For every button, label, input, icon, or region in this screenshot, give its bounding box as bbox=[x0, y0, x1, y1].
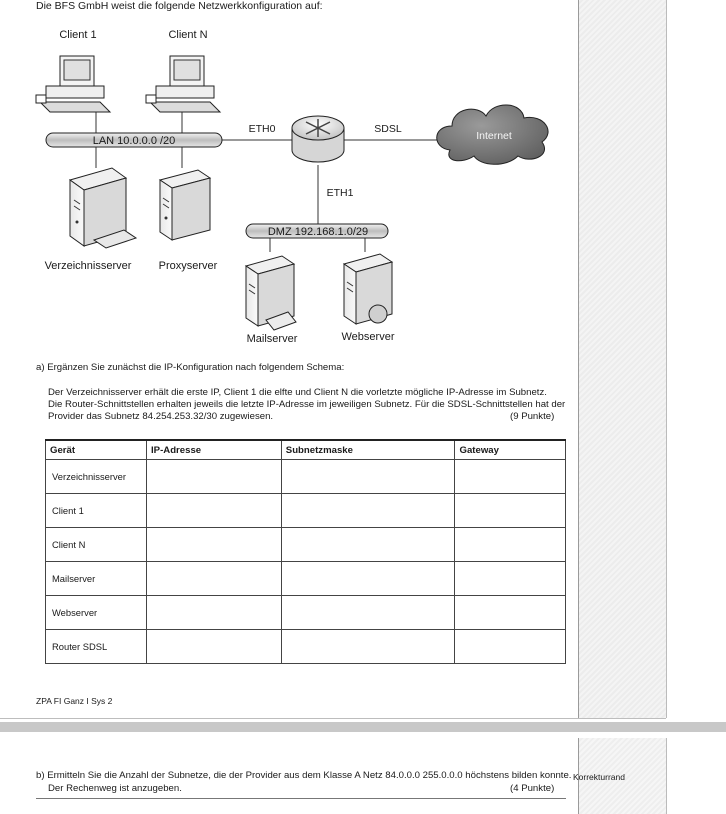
router-icon bbox=[292, 116, 344, 162]
question-a-title: a) Ergänzen Sie zunächst die IP-Konfiguration nach folgendem Schema: bbox=[36, 362, 345, 373]
clientN-computer-icon bbox=[146, 56, 220, 112]
ip-cell[interactable] bbox=[147, 494, 282, 528]
ip-cell[interactable] bbox=[147, 460, 282, 494]
row-device: Mailserver bbox=[46, 562, 147, 596]
table-row bbox=[46, 562, 566, 596]
mask-cell[interactable] bbox=[281, 460, 455, 494]
webserver-icon bbox=[344, 254, 392, 324]
ip-cell[interactable] bbox=[147, 630, 282, 664]
gateway-cell[interactable] bbox=[455, 630, 566, 664]
gateway-cell[interactable] bbox=[455, 528, 566, 562]
mask-cell[interactable] bbox=[281, 630, 455, 664]
proxyserver-label: Proxyserver bbox=[158, 260, 218, 272]
eth1-label: ETH1 bbox=[326, 187, 354, 199]
row-device: Router SDSL bbox=[46, 630, 147, 664]
gateway-cell[interactable] bbox=[455, 494, 566, 528]
verzeichnisserver-label: Verzeichnisserver bbox=[44, 260, 132, 272]
page-footer: ZPA FI Ganz I Sys 2 bbox=[36, 696, 113, 706]
table-row bbox=[46, 528, 566, 562]
sdsl-label: SDSL bbox=[374, 123, 402, 135]
page-gap bbox=[0, 722, 726, 732]
question-a-line3: Provider das Subnetz 84.254.253.32/30 zugewiesen. bbox=[48, 411, 274, 422]
margin-divider bbox=[578, 0, 579, 718]
mask-cell[interactable] bbox=[281, 596, 455, 630]
ip-cell[interactable] bbox=[147, 562, 282, 596]
question-b-rule bbox=[36, 798, 566, 799]
gateway-cell[interactable] bbox=[455, 460, 566, 494]
question-a-line1: Der Verzeichnisserver erhält die erste IP, Client 1 die elfte und Client N die vorletzte mögliche IP-Adresse im Subnetz. bbox=[48, 387, 547, 398]
header-geraet: Gerät bbox=[46, 440, 147, 460]
row-device: Webserver bbox=[46, 596, 147, 630]
proxyserver-icon bbox=[160, 170, 210, 240]
korrekturrand-label: Korrekturrand bbox=[573, 772, 625, 782]
header-gateway: Gateway bbox=[455, 440, 566, 460]
mailserver-label: Mailserver bbox=[246, 333, 298, 345]
table-row bbox=[46, 460, 566, 494]
mailserver-icon bbox=[246, 256, 296, 330]
gateway-cell[interactable] bbox=[455, 596, 566, 630]
table-row bbox=[46, 630, 566, 664]
client1-label: Client 1 bbox=[59, 29, 97, 41]
lan-label: LAN 10.0.0.0 /20 bbox=[92, 135, 176, 147]
page-bottom-edge bbox=[0, 718, 666, 719]
webserver-label: Webserver bbox=[341, 331, 395, 343]
header-ip-adresse: IP-Adresse bbox=[147, 440, 282, 460]
eth0-label: ETH0 bbox=[248, 123, 276, 135]
intro-text: Die BFS GmbH weist die folgende Netzwerkkonfiguration auf: bbox=[36, 0, 323, 12]
page-edge-bottom bbox=[666, 738, 667, 814]
row-device: Client 1 bbox=[46, 494, 147, 528]
row-device: Verzeichnisserver bbox=[46, 460, 147, 494]
question-b-line1: b) Ermitteln Sie die Anzahl der Subnetze, die der Provider aus dem Klasse A Netz 84.0.0.0 255.0.0.0 höchstens bilden konnte. bbox=[36, 770, 572, 781]
client1-computer-icon bbox=[36, 56, 110, 112]
internet-label: Internet bbox=[476, 130, 512, 142]
gateway-cell[interactable] bbox=[455, 562, 566, 596]
correction-margin-top bbox=[578, 0, 666, 718]
table-row bbox=[46, 494, 566, 528]
ip-cell[interactable] bbox=[147, 528, 282, 562]
verzeichnisserver-icon bbox=[70, 168, 136, 248]
question-a-points: (9 Punkte) bbox=[510, 411, 555, 422]
table-header-row bbox=[46, 440, 566, 460]
ip-cell[interactable] bbox=[147, 596, 282, 630]
table-row bbox=[46, 596, 566, 630]
clientN-label: Client N bbox=[168, 29, 208, 41]
network-diagram bbox=[0, 0, 578, 350]
mask-cell[interactable] bbox=[281, 562, 455, 596]
question-b-line2: Der Rechenweg ist anzugeben. bbox=[48, 783, 182, 794]
question-b-points: (4 Punkte) bbox=[510, 783, 555, 794]
header-subnetzmaske: Subnetzmaske bbox=[281, 440, 455, 460]
row-device: Client N bbox=[46, 528, 147, 562]
mask-cell[interactable] bbox=[281, 494, 455, 528]
ip-config-table bbox=[45, 439, 566, 664]
dmz-label: DMZ 192.168.1.0/29 bbox=[267, 226, 369, 238]
page-edge bbox=[666, 0, 667, 718]
mask-cell[interactable] bbox=[281, 528, 455, 562]
question-a-line2: Die Router-Schnittstellen erhalten jeweils die letzte IP-Adresse im jeweiligen Subnetz. Für die SDSL-Schnittstellen hat der bbox=[48, 399, 566, 410]
